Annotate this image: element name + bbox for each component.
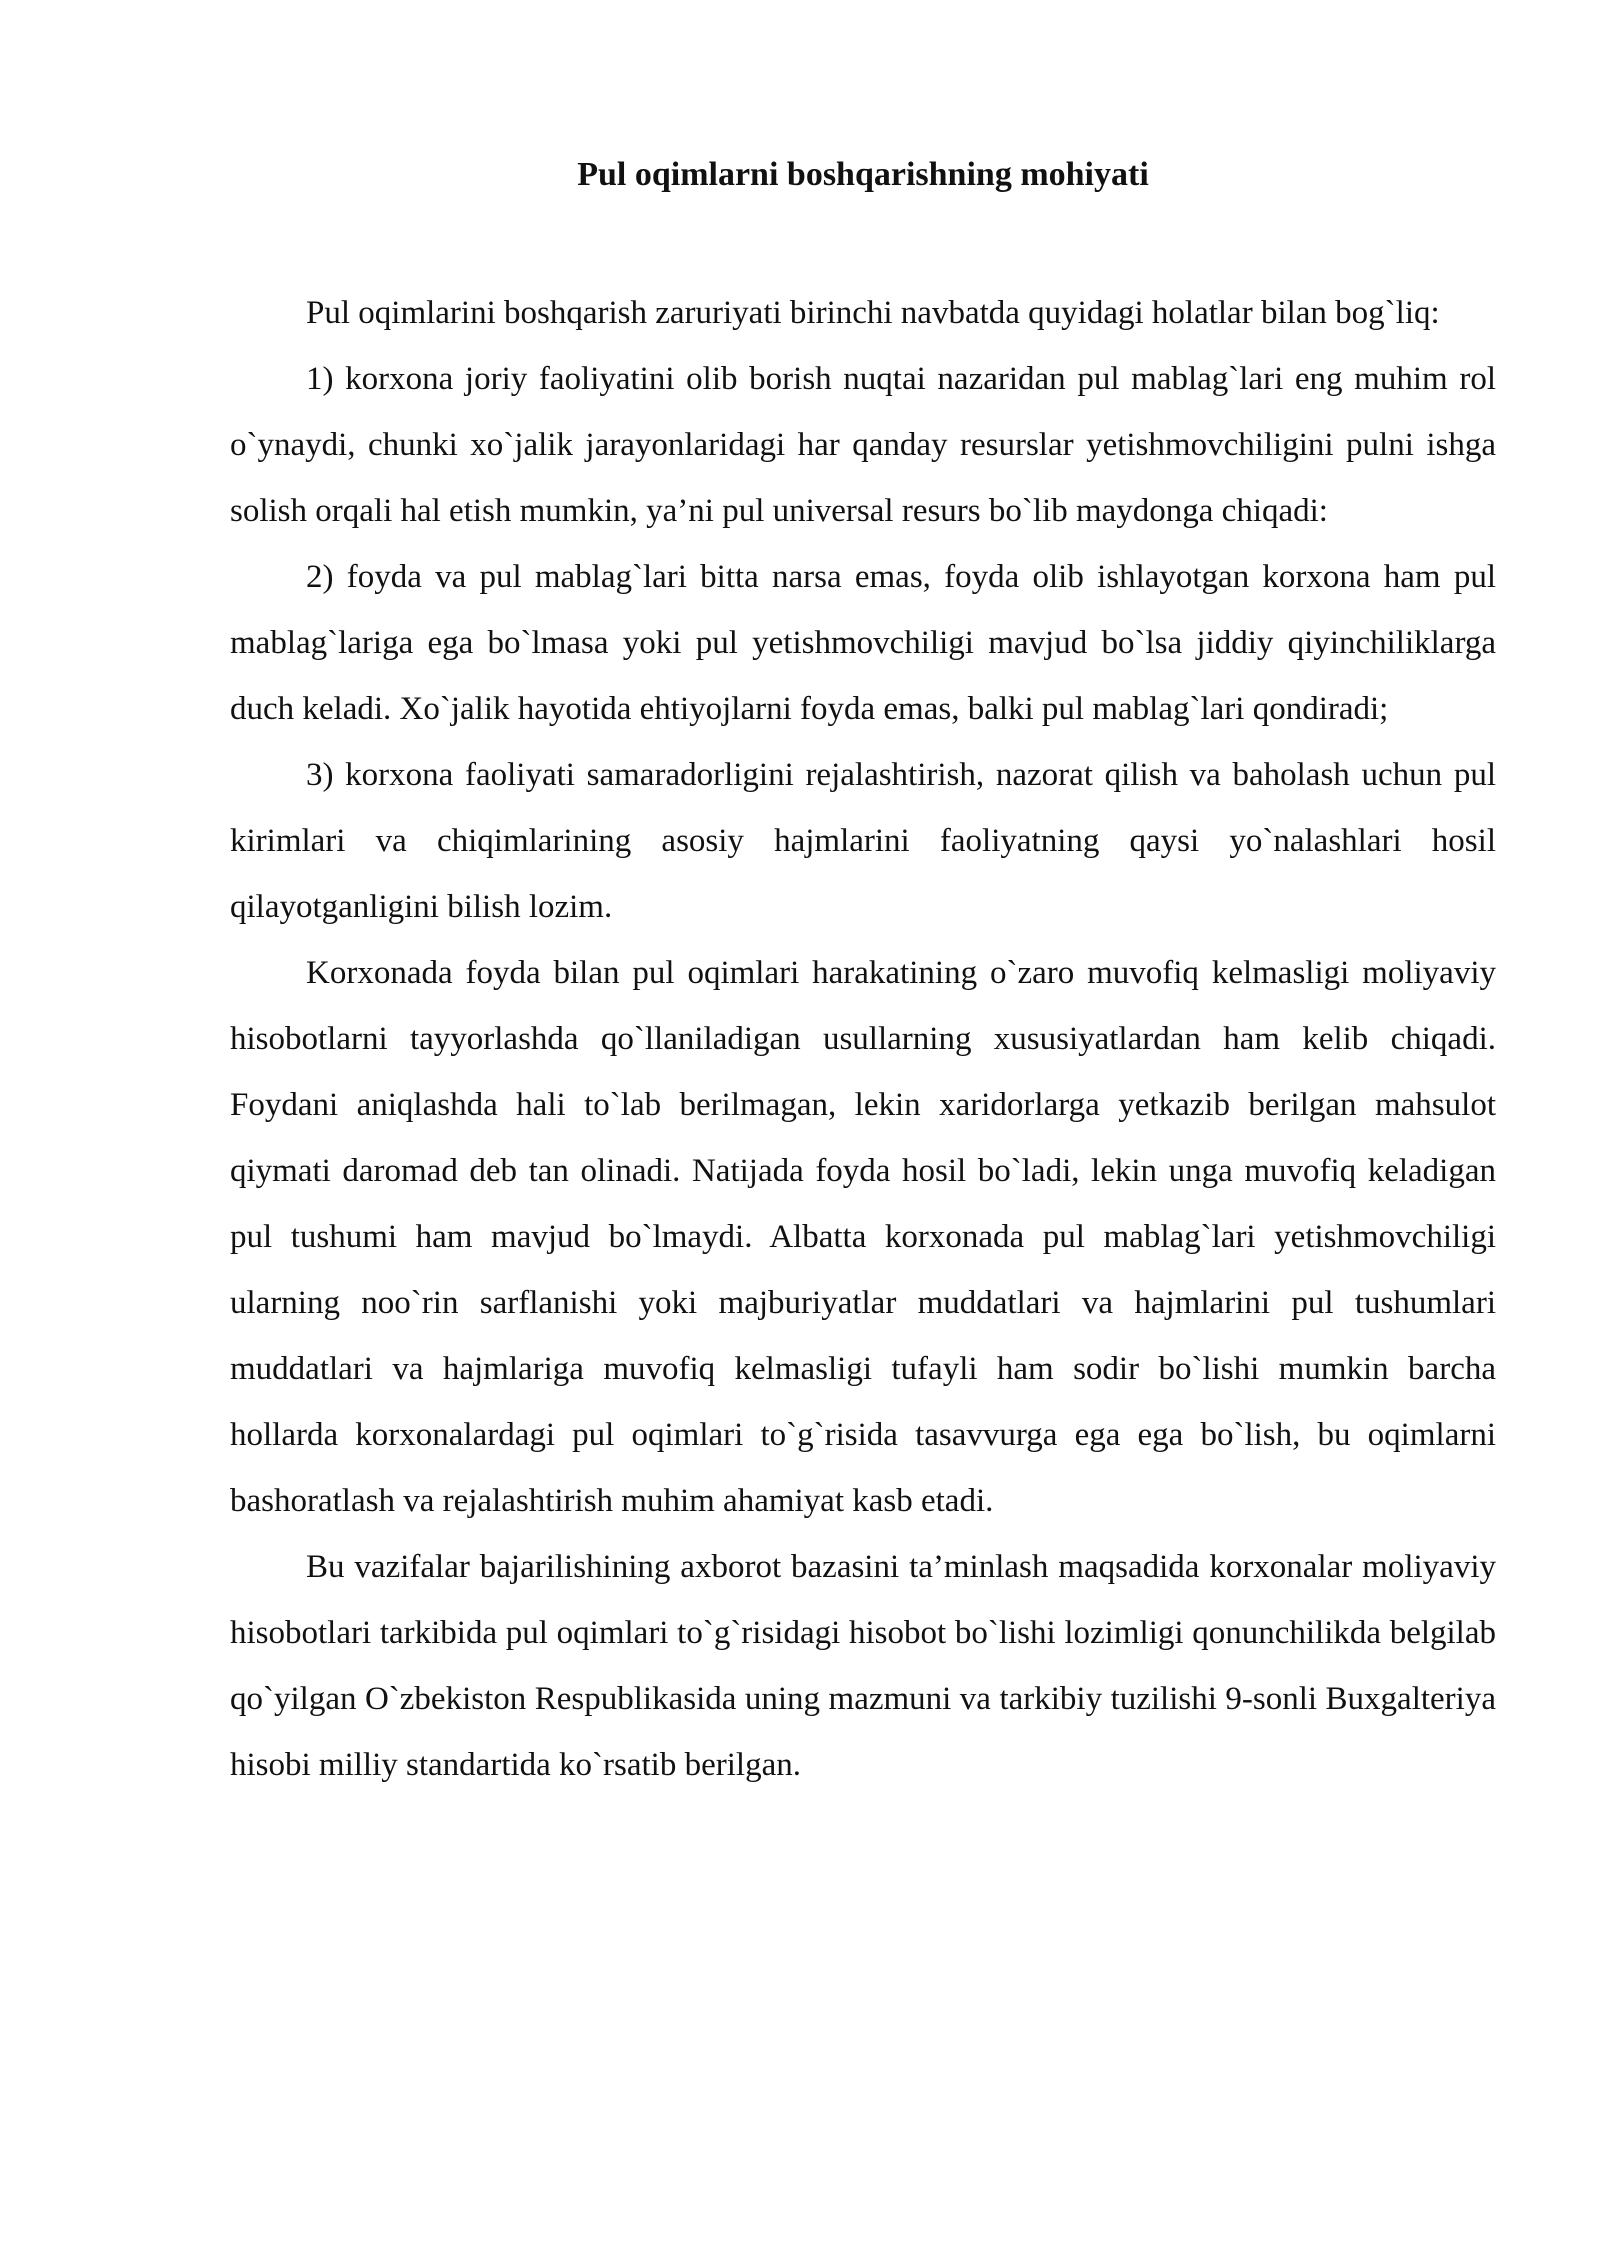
paragraph-profit-cashflow: Korxonada foyda bilan pul oqimlari harakatining o`zaro muvofiq kelmasligi moliyaviy hisobotlarni tayyorlashda qo`llaniladigan usullarning xususiyatlardan ham kelib chiqadi. Foydani aniqlashda hali to`lab berilmagan, lekin xaridorlarga yetkazib berilgan mahsulot qiymati daromad deb tan olinadi. Natijada foyda hosil bo`ladi, lekin unga muvofiq keladigan pul tushumi ham mavjud bo`lmaydi. Albatta korxonada pul mablag`lari yetishmovchiligi ularning noo`rin sarflanishi yoki majburiyatlar muddatlari va hajmlarini pul tushumlari muddatlari va hajmlariga muvofiq kelmasligi tufayli ham sodir bo`lishi mumkin barcha hollarda korxonalardagi pul oqimlari to`g`risida tasavvurga ega ega bo`lish, bu oqimlarni bashoratlash va rejalashtirish muhim ahamiyat kasb etadi. bbox=[230, 955, 1496, 1519]
paragraph-point-3: 3) korxona faoliyati samaradorligini rejalashtirish, nazorat qilish va baholash uchun pul kirimlari va chiqimlarining asosiy hajmlarini faoliyatning qaysi yo`nalashlari hosil qilayotganligini bilish lozim. bbox=[230, 757, 1496, 925]
paragraph-point-1: 1) korxona joriy faoliyatini olib borish nuqtai nazaridan pul mablag`lari eng muhim rol o`ynaydi, chunki xo`jalik jarayonlaridagi har qanday resurslar yetishmovchiligini pulni ishga solish orqali hal etish mumkin, ya’ni pul universal resurs bo`lib maydonga chiqadi: bbox=[230, 361, 1496, 529]
document-body bbox=[230, 280, 1496, 1798]
document-title: Pul oqimlarni boshqarishning mohiyati bbox=[577, 156, 1149, 193]
paragraph-reporting: Bu vazifalar bajarilishining axborot bazasini ta’minlash maqsadida korxonalar moliyaviy hisobotlari tarkibida pul oqimlari to`g`risidagi hisobot bo`lishi lozimligi qonunchilikda belgilab qo`yilgan O`zbekiston Respublikasida uning mazmuni va tarkibiy tuzilishi 9-sonli Buxgalteriya hisobi milliy standartida ko`rsatib berilgan. bbox=[230, 1549, 1496, 1783]
paragraph-intro: Pul oqimlarini boshqarish zaruriyati birinchi navbatda quyidagi holatlar bilan bog`liq: bbox=[306, 295, 1440, 331]
paragraph-point-2: 2) foyda va pul mablag`lari bitta narsa emas, foyda olib ishlayotgan korxona ham pul mablag`lariga ega bo`lmasa yoki pul yetishmovchiligi mavjud bo`lsa jiddiy qiyinchiliklarga duch keladi. Xo`jalik hayotida ehtiyojlarni foyda emas, balki pul mablag`lari qondiradi; bbox=[230, 559, 1496, 727]
